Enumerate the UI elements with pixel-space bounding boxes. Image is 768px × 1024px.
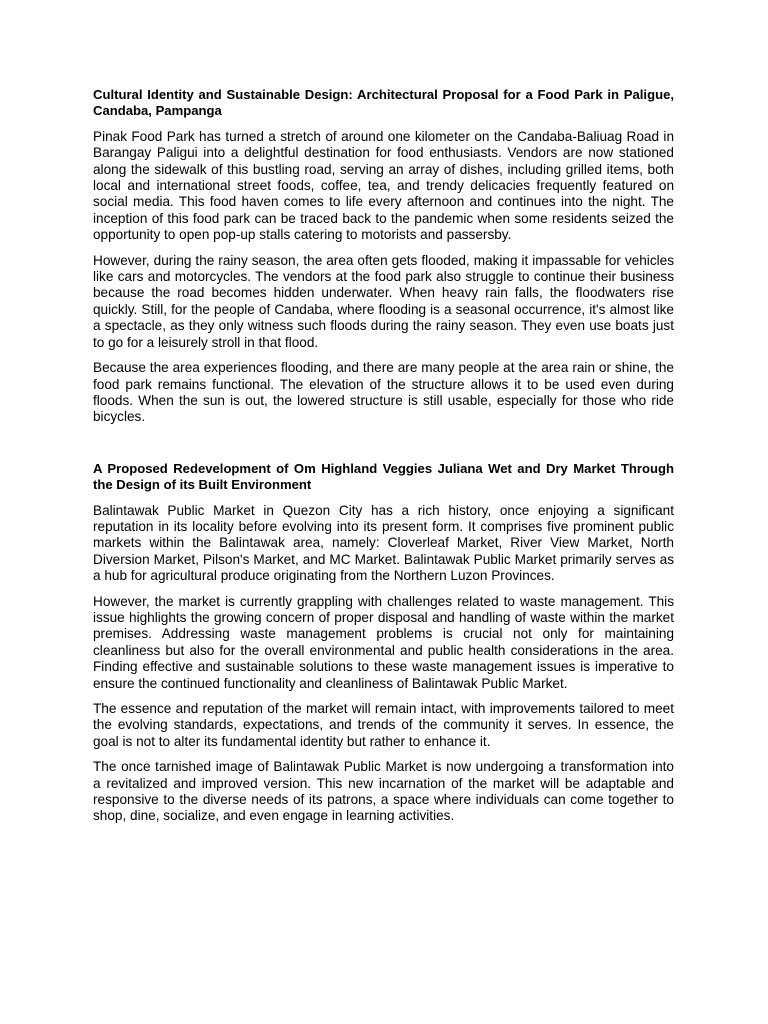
section-food-park bbox=[93, 87, 674, 426]
document-page bbox=[93, 87, 674, 834]
paragraph: The once tarnished image of Balintawak Public Market is now undergoing a transformation into a revitalized and improved version. This new incarnation of the market will be adaptable and responsive to the diverse needs of its patrons, a space where individuals can come together to shop, dine, socialize, and even engage in learning activities. bbox=[93, 759, 674, 824]
paragraph: The essence and reputation of the market will remain intact, with improvements tailored to meet the evolving standards, expectations, and trends of the community it serves. In essence, the goal is not to alter its fundamental identity but rather to enhance it. bbox=[93, 701, 674, 749]
section-title: Cultural Identity and Sustainable Design: Architectural Proposal for a Food Park in Paligue, Candaba, Pampanga bbox=[93, 87, 674, 119]
section-title: A Proposed Redevelopment of Om Highland Veggies Juliana Wet and Dry Market Through the Design of its Built Environment bbox=[93, 460, 674, 493]
paragraph: Pinak Food Park has turned a stretch of around one kilometer on the Candaba-Baliuag Road in Barangay Paligui into a delightful destination for food enthusiasts. Vendors are now stationed along the sidewalk of this bustling road, serving an array of dishes, including grilled items, both local and international street foods, coffee, tea, and trendy delicacies frequently featured on social media. This food haven comes to life every afternoon and continues into the night. The inception of this food park can be traced back to the pandemic when some residents seized the opportunity to open pop-up stalls catering to motorists and passersby. bbox=[93, 128, 674, 243]
paragraph: However, during the rainy season, the area often gets flooded, making it impassable for vehicles like cars and motorcycles. The vendors at the food park also struggle to continue their business because the road becomes hidden underwater. When heavy rain falls, the floodwaters rise quickly. Still, for the people of Candaba, where flooding is a seasonal occurrence, it's almost like a spectacle, as they only witness such floods during the rainy season. They even use boats just to go for a leisurely stroll in that flood. bbox=[93, 252, 674, 350]
paragraph: Balintawak Public Market in Quezon City has a rich history, once enjoying a significant reputation in its locality before evolving into its present form. It comprises five prominent public markets within the Balintawak area, namely: Cloverleaf Market, River View Market, North Diversion Market, Pilson's Market, and MC Market. Balintawak Public Market primarily serves as a hub for agricultural produce originating from the Northern Luzon Provinces. bbox=[93, 502, 674, 584]
paragraph: However, the market is currently grappling with challenges related to waste management. This issue highlights the growing concern of proper disposal and handling of waste within the market premises. Addressing waste management problems is crucial not only for maintaining cleanliness but also for the overall environmental and public health considerations in the area. Finding effective and sustainable solutions to these waste management issues is imperative to ensure the continued functionality and cleanliness of Balintawak Public Market. bbox=[93, 593, 674, 691]
paragraph: Because the area experiences flooding, and there are many people at the area rain or shine, the food park remains functional. The elevation of the structure allows it to be used even during floods. When the sun is out, the lowered structure is still usable, especially for those who ride bicycles. bbox=[93, 360, 674, 425]
section-market-redevelopment bbox=[93, 461, 674, 825]
